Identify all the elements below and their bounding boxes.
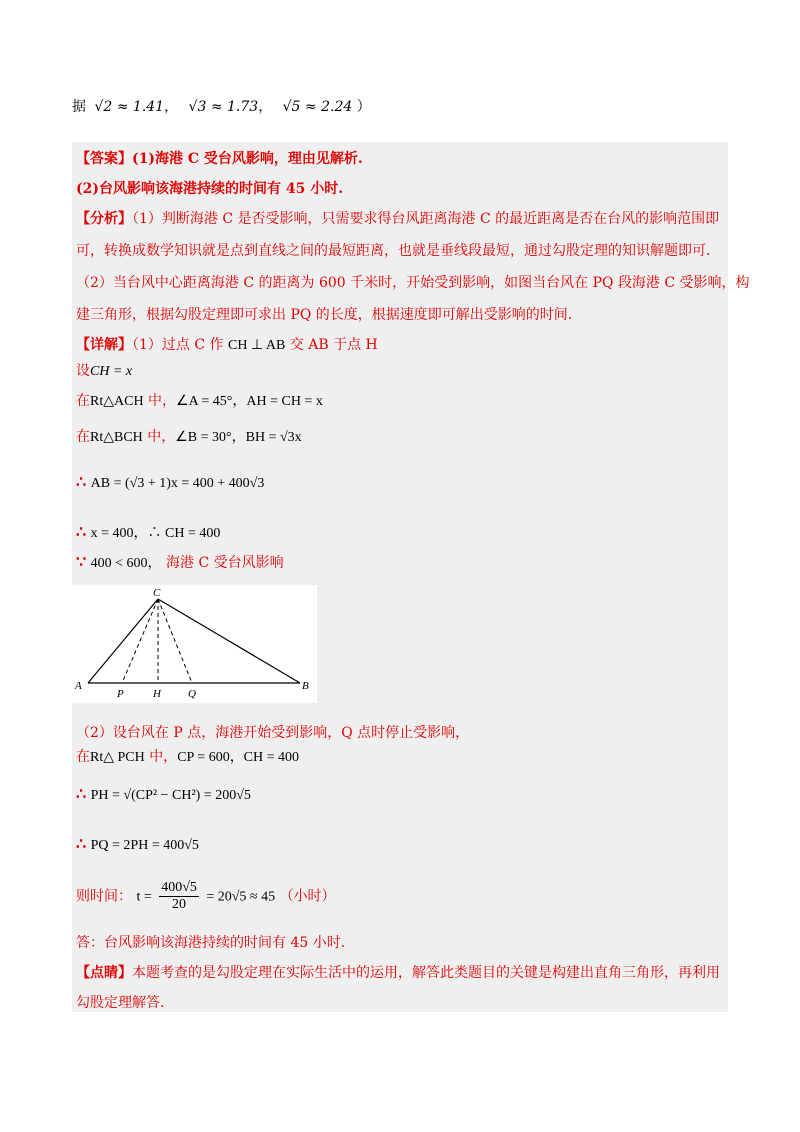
answer-tag: 【答案】 (76, 151, 132, 167)
approx-close: ） (356, 99, 371, 115)
triangle-pch: Rt△ PCH (90, 750, 145, 765)
answer-line-2: (2)台风影响该海港持续的时间有 45 小时. (76, 181, 344, 197)
analysis-tag: 【分析】 (76, 211, 132, 227)
answer-part-1: (1)海港 C 受台风影响，理由见解析. (132, 151, 363, 167)
label-a: A (75, 680, 82, 692)
approx-sqrt2: √2 ≈ 1.41 (94, 99, 165, 115)
approx-sqrt5: √5 ≈ 2.24 (282, 99, 353, 115)
approximation-line: 据 √2 ≈ 1.41， √3 ≈ 1.73， √5 ≈ 2.24 ） (72, 99, 371, 115)
comment-line-1 (76, 962, 720, 982)
analysis-line-4: 建三角形，根据勾股定理即可求出 PQ 的长度，根据速度即可解出受影响的时间. (76, 307, 573, 323)
because-symbol: ∵ (76, 552, 87, 571)
label-p: P (117, 688, 124, 700)
in-prefix-2: 在 (76, 429, 90, 445)
ab-equation: AB = (√3 + 1)x = 400 + 400√3 (90, 476, 265, 491)
detail-tag: 【详解】 (76, 337, 132, 353)
approx-sqrt3: √3 ≈ 1.73 (188, 99, 259, 115)
detail-step-1: （1）过点 C 作 (132, 337, 224, 353)
therefore-symbol-3: ∴ (76, 784, 87, 803)
comment-tag: 【点睛】 (76, 965, 132, 981)
in-mid-3: 中， (149, 749, 178, 765)
therefore-symbol: ∴ (76, 472, 87, 491)
time-line (76, 880, 336, 913)
in-prefix: 在 (76, 393, 90, 409)
detail-line-6 (76, 522, 220, 542)
comment-line-2: 勾股定理解答. (76, 995, 165, 1011)
pq-equation: PQ = 2PH = 400√5 (90, 838, 199, 853)
in-prefix-3: 在 (76, 749, 90, 765)
time-denominator: 20 (172, 897, 187, 912)
detail-line-7 (76, 552, 284, 572)
analysis-line-1 (76, 208, 719, 228)
comment-text-1: 本题考查的是勾股定理在实际生活中的运用，解答此类题目的关键是构建出直角三角形，再利用 (132, 965, 720, 981)
triangle-figure (72, 585, 317, 703)
time-label: 则时间： (76, 888, 132, 905)
time-numerator: 400√5 (161, 880, 197, 895)
ph-equation: PH = √(CP² − CH²) = 200√5 (90, 788, 251, 803)
detail-line-2 (76, 360, 132, 380)
solution-block (72, 142, 750, 1012)
label-c: C (153, 587, 161, 599)
line-cp (122, 599, 158, 683)
approx-prefix: 据 (72, 99, 86, 115)
detail-line-5 (76, 472, 264, 492)
part2-line-3 (76, 784, 251, 804)
conclusion-line: 答：台风影响该海港持续的时间有 45 小时. (76, 935, 346, 951)
line-cq (158, 599, 192, 683)
time-unit: （小时） (279, 888, 336, 905)
detail-line-4 (76, 426, 302, 446)
label-q: Q (188, 688, 196, 700)
in-mid-2: 中， (147, 429, 176, 445)
perpendicular-math: CH ⊥ AB (227, 338, 286, 353)
part2-line-2 (76, 746, 299, 766)
angle-b-math: ∠B = 30°，BH = √3x (175, 430, 302, 445)
therefore-symbol-2: ∴ (76, 522, 87, 541)
triangle-ach: Rt△ACH (90, 394, 144, 409)
let-math: CH = x (90, 364, 133, 379)
therefore-symbol-4: ∴ (76, 834, 87, 853)
angle-a-math: ∠A = 45°，AH = CH = x (176, 394, 323, 409)
label-h: H (153, 688, 161, 700)
time-t: t = (136, 889, 152, 905)
compare-math: 400 < 600， (90, 556, 162, 571)
x-value-math: x = 400，∴ CH = 400 (90, 526, 221, 541)
line-ac (88, 599, 158, 683)
detail-step-1-tail: 交 AB 于点 H (289, 337, 378, 353)
cp-ch-math: CP = 600，CH = 400 (177, 750, 300, 765)
time-fraction (159, 880, 199, 913)
in-mid: 中， (148, 393, 177, 409)
analysis-line-2: 可，转换成数学知识就是点到直线之间的最短距离，也就是垂线段最短，通过勾股定理的知识解题即可. (76, 243, 711, 259)
part2-line-1: （2）设台风在 P 点，海港开始受到影响，Q 点时停止受影响， (76, 725, 470, 741)
let-prefix: 设 (76, 363, 90, 379)
answer-line-1 (76, 148, 363, 168)
analysis-line-3: （2）当台风中心距离海港 C 的距离为 600 千米时，开始受到影响，如图当台风在 PQ 段海港 C 受影响，构 (76, 275, 750, 291)
detail-line-3 (76, 390, 323, 410)
part2-line-4 (76, 834, 199, 854)
detail-line-1 (76, 334, 378, 354)
label-b: B (302, 680, 309, 692)
time-result: = 20√5 ≈ 45 (206, 889, 276, 905)
analysis-text-1: （1）判断海港 C 是否受影响，只需要求得台风距离海港 C 的最近距离是否在台风的影响范围即 (132, 211, 720, 227)
line-bc (158, 599, 300, 683)
affected-text: 海港 C 受台风影响 (166, 555, 284, 571)
triangle-bch: Rt△BCH (90, 430, 143, 445)
